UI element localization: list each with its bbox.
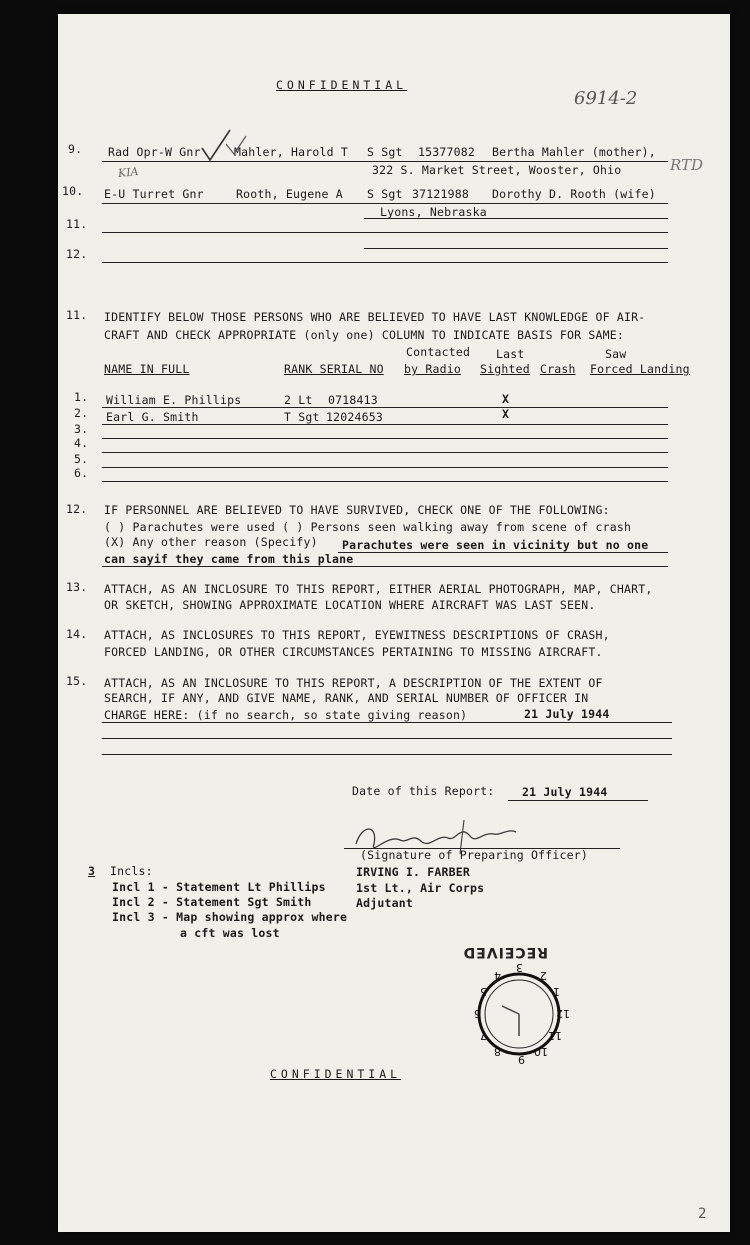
crew-address: Lyons, Nebraska — [380, 205, 487, 219]
inclosure-item: Incl 3 - Map showing approx where — [112, 910, 348, 924]
item-text: IF PERSONNEL ARE BELIEVED TO HAVE SURVIVED, CHECK ONE OF THE FOLLOWING: — [104, 503, 610, 517]
item-text: ATTACH, AS AN INCLOSURE TO THIS REPORT, EITHER AERIAL PHOTOGRAPH, MAP, CHART, — [104, 582, 653, 596]
person-serial: 12024653 — [326, 410, 383, 424]
report-date-label: Date of this Report: — [352, 784, 495, 798]
item-text: FORCED LANDING, OR OTHER CIRCUMSTANCES PERTAINING TO MISSING AIRCRAFT. — [104, 645, 603, 659]
stamp-clock-hand — [502, 1006, 519, 1036]
stamp-number: 2 — [540, 969, 547, 982]
list-number: 4. — [74, 436, 89, 450]
inclosure-item-continued: a cft was lost — [180, 926, 280, 940]
column-header: NAME IN FULL — [104, 362, 190, 376]
item-text: CRAFT AND CHECK APPROPRIATE (only one) COLUMN TO INDICATE BASIS FOR SAME: — [104, 328, 625, 342]
item-text: (X) Any other reason (Specify) — [104, 535, 318, 549]
received-stamp — [454, 926, 584, 1076]
reason-text: can sayif they came from this plane — [104, 552, 354, 566]
crew-serial: 15377082 — [418, 145, 475, 159]
document-number: 6914-2 — [574, 88, 638, 109]
item-number: 12. — [66, 502, 88, 516]
stamp-number: 6 — [474, 1007, 481, 1020]
stamp-number: 3 — [516, 961, 523, 974]
stamp-label: RECEIVED — [462, 944, 548, 960]
inclosure-count: 3 — [88, 864, 96, 878]
stamp-number: 8 — [494, 1045, 501, 1058]
crew-address: 322 S. Market Street, Wooster, Ohio — [372, 163, 622, 177]
item-text: CHARGE HERE: (if no search, so state giving reason) — [104, 708, 468, 722]
item-text: ATTACH, AS AN INCLOSURE TO THIS REPORT, A DESCRIPTION OF THE EXTENT OF — [104, 676, 603, 690]
item-number: 14. — [66, 627, 88, 641]
crew-rank: S Sgt — [367, 187, 403, 201]
column-header: RANK SERIAL NO — [284, 362, 384, 376]
item-text: SEARCH, IF ANY, AND GIVE NAME, RANK, AND SERIAL NUMBER OF OFFICER IN — [104, 691, 589, 705]
item-number: 15. — [66, 674, 88, 688]
column-header: Sighted — [480, 362, 530, 376]
crew-serial: 37121988 — [412, 187, 469, 201]
crew-rank: S Sgt — [367, 145, 403, 159]
column-header: Last — [496, 347, 525, 361]
reason-text: Parachutes were seen in vicinity but no one — [342, 538, 649, 552]
column-header: Contacted — [406, 345, 471, 359]
crew-relative: Dorothy D. Rooth (wife) — [492, 187, 656, 201]
crew-name: Rooth, Eugene A — [236, 187, 343, 201]
inclosure-item: Incl 2 - Statement Sgt Smith — [112, 895, 312, 909]
list-number: 1. — [74, 390, 89, 404]
stamp-number: 4 — [494, 969, 501, 982]
officer-name: IRVING I. FARBER — [356, 865, 470, 879]
stamp-number: 9 — [518, 1053, 525, 1066]
column-header: by Radio — [404, 362, 461, 376]
stamp-number: 12 — [556, 1007, 570, 1020]
list-number: 2. — [74, 406, 89, 420]
search-date: 21 July 1944 — [524, 707, 610, 721]
stamp-number: 1 — [553, 985, 560, 998]
item-text: ( ) Parachutes were used ( ) Persons seen walking away from scene of crash — [104, 520, 632, 534]
officer-rank: 1st Lt., Air Corps — [356, 881, 485, 895]
person-rank: 2 Lt — [284, 393, 313, 407]
item-text: OR SKETCH, SHOWING APPROXIMATE LOCATION WHERE AIRCRAFT WAS LAST SEEN. — [104, 598, 596, 612]
crew-name: Mahler, Harold T — [234, 145, 348, 159]
list-number: 3. — [74, 422, 89, 436]
person-name: William E. Phillips — [106, 393, 242, 407]
person-serial: 0718413 — [328, 393, 378, 407]
column-header: Crash — [540, 362, 576, 376]
stamp-number: 11 — [548, 1029, 562, 1042]
stamp-number: 10 — [534, 1045, 548, 1058]
kia-annotation: KIA — [117, 164, 140, 181]
officer-title: Adjutant — [356, 896, 413, 910]
classification-bottom: CONFIDENTIAL — [270, 1067, 402, 1081]
checkmark-icon — [198, 126, 248, 166]
page-number: 2 — [698, 1206, 707, 1222]
rtd-annotation: RTD — [670, 156, 704, 174]
person-rank: T Sgt — [284, 410, 320, 424]
row-num-11: 11. — [66, 217, 88, 231]
column-header: Forced Landing — [590, 362, 690, 376]
classification-top: CONFIDENTIAL — [276, 78, 408, 92]
signature-caption: (Signature of Preparing Officer) — [360, 848, 588, 862]
row-num-9: 9. — [68, 142, 83, 156]
item-number: 13. — [66, 580, 88, 594]
list-number: 5. — [74, 452, 89, 466]
list-number: 6. — [74, 466, 89, 480]
column-header: Saw — [605, 347, 627, 361]
stamp-number: 7 — [480, 1029, 487, 1042]
sighted-mark: X — [502, 407, 510, 421]
item-text: IDENTIFY BELOW THOSE PERSONS WHO ARE BELIEVED TO HAVE LAST KNOWLEDGE OF AIR- — [104, 310, 646, 324]
row-num-12: 12. — [66, 247, 88, 261]
stamp-number: 5 — [480, 985, 487, 998]
report-date-value: 21 July 1944 — [522, 785, 608, 799]
crew-position: E-U Turret Gnr — [104, 187, 204, 201]
crew-relative: Bertha Mahler (mother), — [492, 145, 656, 159]
crew-position: Rad Opr-W Gnr — [108, 145, 201, 159]
item-number: 11. — [66, 308, 88, 322]
document-page — [58, 14, 730, 1232]
sighted-mark: X — [502, 392, 510, 406]
inclosure-label: Incls: — [110, 864, 153, 878]
person-name: Earl G. Smith — [106, 410, 199, 424]
item-text: ATTACH, AS INCLOSURES TO THIS REPORT, EYEWITNESS DESCRIPTIONS OF CRASH, — [104, 628, 610, 642]
inclosure-item: Incl 1 - Statement Lt Phillips — [112, 880, 326, 894]
row-num-10: 10. — [62, 184, 84, 198]
